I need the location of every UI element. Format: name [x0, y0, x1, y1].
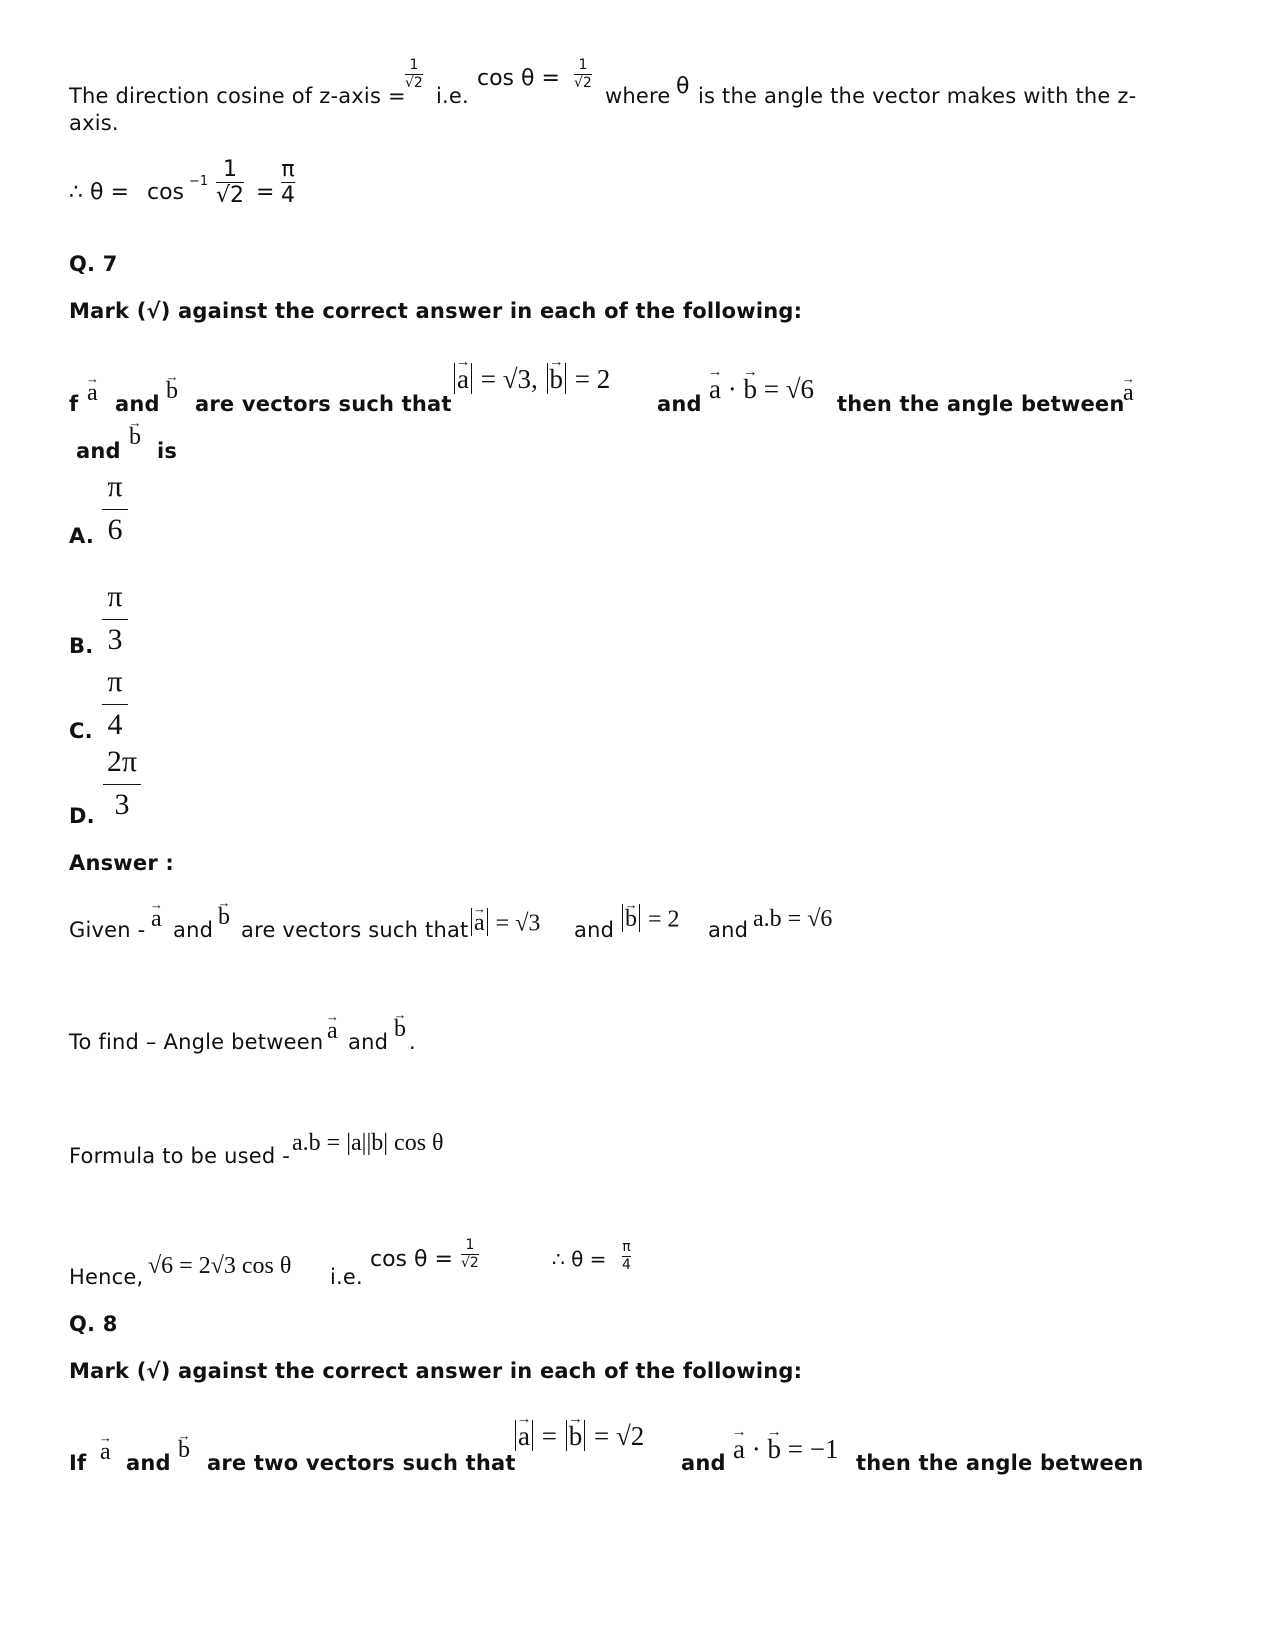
- frac-bar: [102, 509, 128, 510]
- q8-dot-condition: [733, 1434, 838, 1465]
- vector-a-symbol: → a: [87, 380, 98, 407]
- q7-modulus-condition: [452, 363, 610, 395]
- q7-stem-and1: and: [115, 392, 160, 416]
- abs-bar: [622, 904, 623, 932]
- vector-a-symbol: → a: [733, 1434, 745, 1465]
- frac-denominator: 3: [114, 787, 130, 821]
- q8-label: Q. 8: [69, 1312, 118, 1336]
- abs-bar: [471, 363, 472, 394]
- hence-fraction: [461, 1238, 479, 1270]
- abs-bar: [565, 363, 566, 394]
- intro-where: where: [605, 84, 671, 108]
- q7-option-c-value[interactable]: [102, 666, 128, 740]
- frac-numerator: π: [107, 470, 123, 503]
- frac-numerator: 2π: [106, 745, 138, 778]
- frac-bar: [102, 619, 128, 620]
- q7-option-c-letter[interactable]: C.: [69, 719, 93, 743]
- vector-b-symbol: → b: [743, 374, 757, 405]
- vector-a-symbol: → a: [1123, 380, 1134, 407]
- given-vector-b: [218, 904, 230, 931]
- q8-vector-a: [100, 1439, 111, 1466]
- vector-a-symbol: → a: [151, 906, 162, 933]
- modulus-value: = √2: [593, 1421, 645, 1452]
- tofind-period: .: [409, 1030, 416, 1054]
- tofind-prefix: To find – Angle between: [69, 1030, 324, 1054]
- hence-prefix: Hence,: [69, 1265, 144, 1289]
- q7-option-b-letter[interactable]: B.: [69, 634, 94, 658]
- abs-bar: [547, 363, 548, 394]
- dot-operator: ·: [751, 1434, 761, 1464]
- frac-denominator: √2: [574, 74, 592, 91]
- q7-stem-then: then the angle between: [837, 392, 1125, 416]
- frac-numerator: 1: [465, 1237, 475, 1253]
- q7-vector-a-end: [1123, 380, 1134, 407]
- q7-option-a-value[interactable]: [102, 471, 128, 545]
- frac-numerator: 1: [578, 57, 588, 73]
- vector-a-symbol: → a: [518, 1421, 530, 1452]
- given-prefix: Given -: [69, 918, 146, 942]
- hence-therefore: ∴ θ =: [552, 1247, 607, 1271]
- q8-stem-then: then the angle between: [856, 1451, 1144, 1475]
- frac-numerator: π: [107, 580, 123, 613]
- q7-stem-is: is: [157, 439, 178, 463]
- dot-value: = √6: [763, 374, 815, 404]
- given-and1: and: [173, 918, 214, 942]
- abs-bar: [532, 1420, 533, 1451]
- frac-numerator: 1: [409, 57, 419, 73]
- intro-theta: θ: [676, 74, 690, 99]
- abs-bar: [584, 1420, 585, 1451]
- given-mod-a: [469, 908, 540, 937]
- formula-prefix: Formula to be used -: [69, 1144, 291, 1168]
- formula-expression: a.b = |a||b| cos θ: [292, 1130, 444, 1156]
- q8-instruction: Mark (√) against the correct answer in each of the following:: [69, 1359, 803, 1383]
- frac-denominator: 4: [281, 183, 295, 209]
- vector-b-symbol: → b: [550, 364, 564, 395]
- vector-a-symbol: → a: [474, 910, 485, 937]
- q7-label: Q. 7: [69, 252, 118, 276]
- frac-denominator: 3: [107, 622, 123, 656]
- modulus-b-value: = 2: [574, 364, 611, 395]
- q7-option-d-value[interactable]: [103, 746, 141, 820]
- given-and3: and: [708, 918, 749, 942]
- intro-inverse-superscript: −1: [189, 174, 209, 189]
- given-mod-b: [620, 904, 680, 933]
- abs-bar: [487, 908, 488, 936]
- given-vector-a: [151, 906, 162, 933]
- intro-line1-prefix: The direction cosine of z-axis =: [69, 84, 406, 108]
- vector-b-symbol: → b: [218, 904, 230, 931]
- frac-numerator: π: [281, 157, 295, 182]
- modulus-a-value: = √3,: [480, 364, 538, 395]
- intro-equals: =: [256, 180, 275, 205]
- frac-bar: [102, 704, 128, 705]
- q8-stem-and1: and: [126, 1451, 171, 1475]
- vector-b-symbol: → b: [767, 1434, 781, 1465]
- intro-cos-inverse: cos: [147, 180, 185, 205]
- q7-stem-and3: and: [76, 439, 121, 463]
- abs-bar: [566, 1420, 567, 1451]
- q7-stem-f: f: [69, 392, 79, 416]
- tofind-vector-b: [394, 1016, 406, 1043]
- frac-denominator: 6: [107, 512, 123, 546]
- frac-denominator: 4: [622, 1256, 631, 1273]
- frac-numerator: π: [622, 1239, 631, 1255]
- intro-fraction-cos: [574, 58, 592, 90]
- frac-bar: [103, 784, 141, 785]
- q7-instruction: Mark (√) against the correct answer in each of the following:: [69, 299, 803, 323]
- hence-cos-theta: cos θ =: [370, 1247, 453, 1272]
- q8-modulus-condition: → a = → b = √2: [513, 1420, 644, 1452]
- q8-stem-and2: and: [681, 1451, 726, 1475]
- q8-stem-are-vectors: are two vectors such that: [207, 1451, 516, 1475]
- q7-stem-and2: and: [657, 392, 702, 416]
- intro-pi-over-4: [281, 158, 295, 207]
- intro-line1-suffix: is the angle the vector makes with the z-: [698, 84, 1137, 108]
- given-mid: are vectors such that: [241, 918, 469, 942]
- q7-dot-condition: [709, 374, 814, 405]
- vector-a-symbol: → a: [100, 1439, 111, 1466]
- q7-option-b-value[interactable]: [102, 581, 128, 655]
- frac-denominator: √2: [216, 183, 245, 209]
- vector-b-symbol: → b: [569, 1421, 583, 1452]
- vector-a-symbol: → a: [457, 364, 469, 395]
- vector-a-symbol: → a: [709, 374, 721, 405]
- intro-result-fraction: [216, 158, 244, 207]
- q8-stem-if: If: [69, 1451, 87, 1475]
- vector-b-symbol: → b: [178, 1437, 190, 1464]
- intro-cos-theta: cos θ =: [477, 66, 560, 91]
- q7-option-a-letter[interactable]: A.: [69, 524, 95, 548]
- tofind-and: and: [348, 1030, 389, 1054]
- given-mod-b-value: = 2: [648, 906, 680, 933]
- vector-b-symbol: → b: [625, 906, 637, 933]
- dot-operator: ·: [727, 374, 737, 404]
- hence-equation: √6 = 2√3 cos θ: [148, 1253, 292, 1279]
- given-mod-a-value: = √3: [495, 910, 541, 937]
- tofind-vector-a: [327, 1018, 338, 1045]
- frac-denominator: √2: [405, 74, 423, 91]
- hence-ie: i.e.: [330, 1265, 363, 1289]
- vector-b-symbol: → b: [394, 1016, 406, 1043]
- frac-denominator: 4: [107, 707, 123, 741]
- frac-denominator: √2: [461, 1254, 479, 1271]
- q7-vector-a: [87, 380, 98, 407]
- q7-option-d-letter[interactable]: D.: [69, 804, 95, 828]
- vector-b-symbol: → b: [129, 424, 141, 451]
- intro-fraction-one-over-root2: [405, 58, 423, 90]
- frac-numerator: 1: [223, 157, 237, 182]
- intro-therefore: ∴ θ =: [69, 180, 129, 205]
- intro-ie: i.e.: [436, 84, 469, 108]
- hence-pi-over-4: [622, 1240, 631, 1272]
- frac-numerator: π: [107, 665, 123, 698]
- given-and2: and: [574, 918, 615, 942]
- intro-line2: axis.: [69, 111, 119, 135]
- abs-bar: [639, 904, 640, 932]
- given-dot-product: a.b = √6: [753, 906, 833, 932]
- q7-answer-label: Answer :: [69, 851, 175, 875]
- q7-vector-b: [166, 378, 178, 405]
- q7-stem-are-vectors: are vectors such that: [195, 392, 452, 416]
- vector-b-symbol: → b: [166, 378, 178, 405]
- q8-vector-b: [178, 1437, 190, 1464]
- dot-value: = −1: [787, 1434, 839, 1464]
- q7-vector-b-line2: [129, 424, 141, 451]
- vector-a-symbol: → a: [327, 1018, 338, 1045]
